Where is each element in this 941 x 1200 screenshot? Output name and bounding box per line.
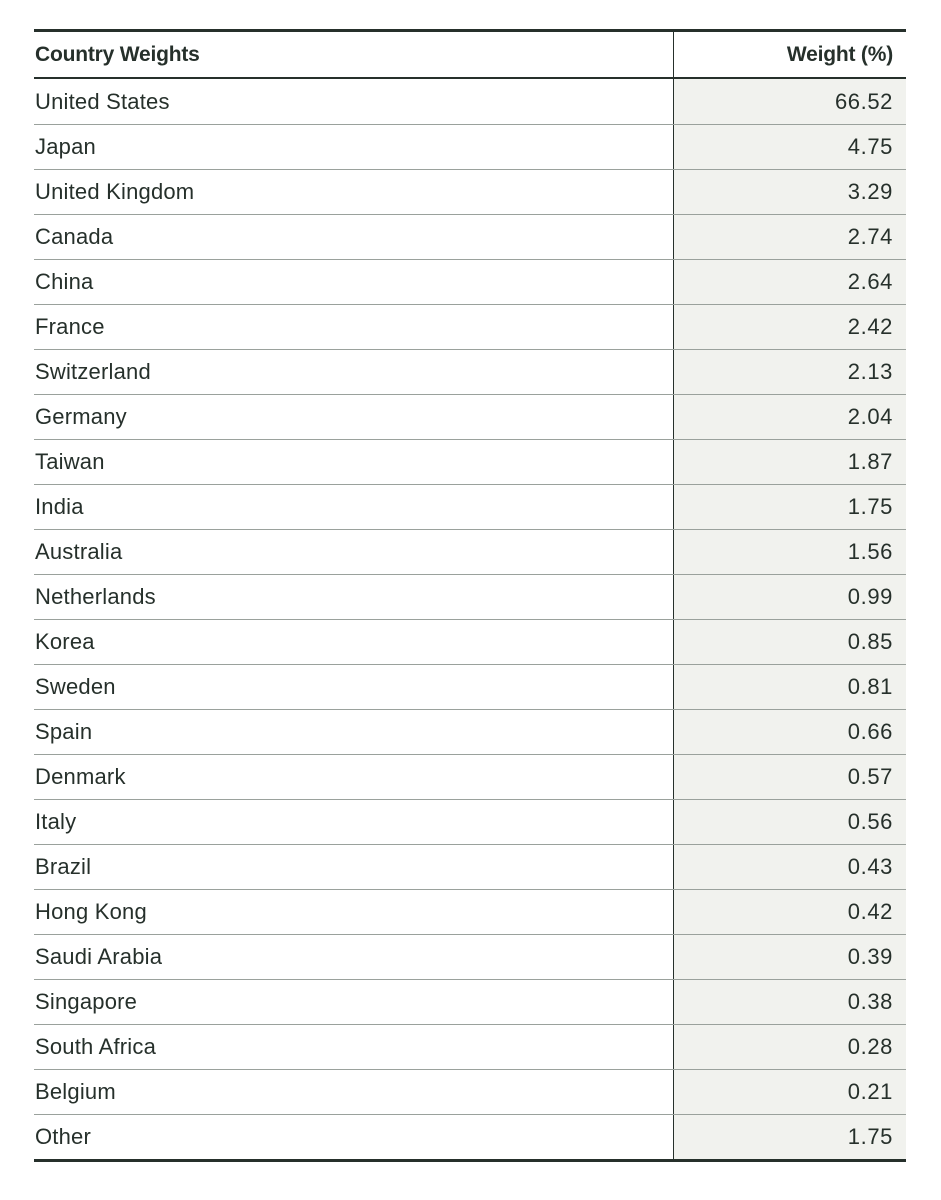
country-cell: Japan (35, 134, 96, 159)
weight-cell: 1.56 (673, 530, 906, 574)
country-cell: Brazil (35, 854, 92, 879)
table-row (34, 79, 906, 124)
country-cell: Hong Kong (35, 899, 147, 924)
table-row (34, 1069, 906, 1114)
table-body (34, 79, 906, 1159)
country-cell: Sweden (35, 674, 116, 699)
table-row (34, 709, 906, 754)
table-row (34, 1024, 906, 1069)
weight-cell: 4.75 (673, 125, 906, 169)
weight-cell: 0.99 (673, 575, 906, 619)
weight-cell: 0.85 (673, 620, 906, 664)
weight-cell: 0.39 (673, 935, 906, 979)
table-row (34, 979, 906, 1024)
weight-cell: 0.21 (673, 1070, 906, 1114)
country-cell: Italy (35, 809, 77, 834)
country-cell: Netherlands (35, 584, 156, 609)
table-row (34, 1114, 906, 1159)
country-cell: United Kingdom (35, 179, 195, 204)
weight-cell: 0.56 (673, 800, 906, 844)
table-row (34, 439, 906, 484)
weight-cell: 0.43 (673, 845, 906, 889)
table-row (34, 529, 906, 574)
country-cell: Singapore (35, 989, 138, 1014)
table-row (34, 619, 906, 664)
country-cell: Other (35, 1124, 92, 1149)
country-cell: Spain (35, 719, 93, 744)
weight-column-header: Weight (%) (673, 32, 906, 77)
weight-cell: 2.74 (673, 215, 906, 259)
table-row (34, 214, 906, 259)
weight-cell: 0.38 (673, 980, 906, 1024)
country-cell: Switzerland (35, 359, 151, 384)
country-cell: Canada (35, 224, 114, 249)
table-row (34, 484, 906, 529)
weight-cell: 1.75 (673, 485, 906, 529)
weight-cell: 2.13 (673, 350, 906, 394)
weight-cell: 1.87 (673, 440, 906, 484)
country-cell: Australia (35, 539, 123, 564)
table-header-row (34, 32, 906, 79)
weight-cell: 0.42 (673, 890, 906, 934)
weight-cell: 0.57 (673, 755, 906, 799)
weight-cell: 1.75 (673, 1115, 906, 1159)
table-row (34, 349, 906, 394)
weight-cell: 66.52 (673, 79, 906, 124)
weight-cell: 3.29 (673, 170, 906, 214)
country-cell: Denmark (35, 764, 126, 789)
country-cell: United States (35, 88, 170, 114)
weight-cell: 0.81 (673, 665, 906, 709)
table-row (34, 304, 906, 349)
table-row (34, 169, 906, 214)
table-row (34, 889, 906, 934)
weight-cell: 0.66 (673, 710, 906, 754)
weight-cell: 2.42 (673, 305, 906, 349)
country-cell: China (35, 269, 94, 294)
table-row (34, 799, 906, 844)
country-cell: Saudi Arabia (35, 944, 163, 969)
country-cell: South Africa (35, 1034, 157, 1059)
country-column-header: Country Weights (35, 42, 200, 66)
weight-cell: 2.64 (673, 260, 906, 304)
table-row (34, 754, 906, 799)
country-cell: India (35, 494, 84, 519)
table-row (34, 259, 906, 304)
country-cell: France (35, 314, 105, 339)
table-row (34, 394, 906, 439)
weight-cell: 2.04 (673, 395, 906, 439)
country-cell: Germany (35, 404, 127, 429)
country-weights-table (34, 29, 906, 1162)
country-cell: Taiwan (35, 449, 105, 474)
table-row (34, 664, 906, 709)
country-cell: Belgium (35, 1079, 116, 1104)
table-row (34, 124, 906, 169)
weight-cell: 0.28 (673, 1025, 906, 1069)
table-row (34, 934, 906, 979)
table-row (34, 574, 906, 619)
country-cell: Korea (35, 629, 95, 654)
table-row (34, 844, 906, 889)
